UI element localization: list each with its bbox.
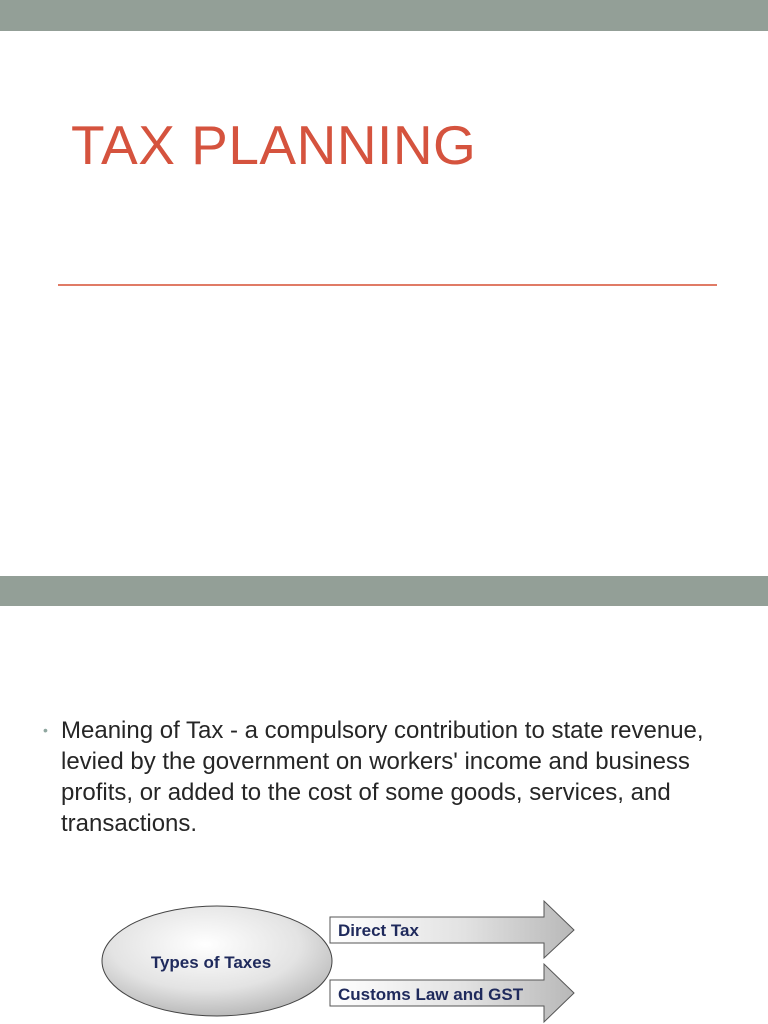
- content-slide: [0, 606, 768, 1024]
- title-underline: [58, 284, 717, 286]
- bullet-text: Meaning of Tax - a compulsory contribution to state revenue, levied by the government on workers' income and business profits, or added to the cost of some goods, services, and transactions.: [61, 717, 704, 837]
- types-of-taxes-ellipse: [102, 906, 332, 1016]
- types-of-taxes-label: Types of Taxes: [150, 953, 272, 972]
- slide-title: TAX PLANNING: [71, 114, 477, 176]
- top-band: [0, 0, 768, 31]
- customs-law-gst-arrow: [330, 964, 574, 1022]
- bullet-dot-icon: •: [43, 722, 48, 738]
- slide-separator-band: [0, 576, 768, 606]
- direct-tax-label: Direct Tax: [338, 921, 419, 940]
- title-slide: [0, 31, 768, 576]
- direct-tax-arrow: [330, 901, 574, 958]
- tax-types-diagram: [0, 606, 768, 1024]
- customs-law-gst-label: Customs Law and GST: [338, 985, 524, 1004]
